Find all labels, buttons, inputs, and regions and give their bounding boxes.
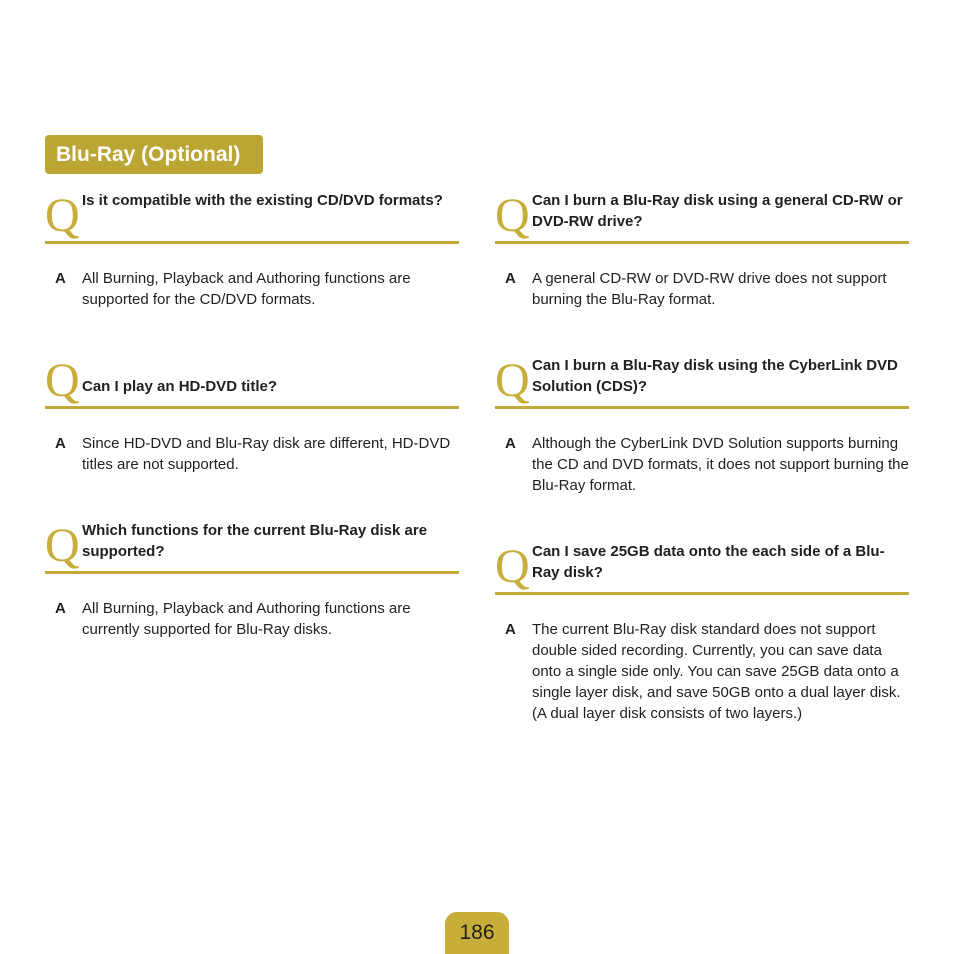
a-mark: A xyxy=(505,270,516,287)
qa-item xyxy=(45,355,459,475)
answer-text: All Burning, Playback and Authoring functions are currently supported for Blu-Ray disks. xyxy=(82,600,411,638)
page-number: 186 xyxy=(445,912,509,954)
question-text: Is it compatible with the existing CD/DVD formats? xyxy=(82,192,443,209)
a-mark: A xyxy=(55,270,66,287)
answer-row xyxy=(495,433,909,496)
section-title: Blu-Ray (Optional) xyxy=(45,135,263,174)
qa-item xyxy=(495,355,909,496)
answer-text: A general CD-RW or DVD-RW drive does not support burning the Blu-Ray format. xyxy=(532,270,887,308)
answer-text: Since HD-DVD and Blu-Ray disk are different, HD-DVD titles are not supported. xyxy=(82,435,451,473)
answer-text: Although the CyberLink DVD Solution supports burning the CD and DVD formats, it does not support burning the Blu-Ray format. xyxy=(532,435,909,494)
answer-row xyxy=(45,433,459,475)
q-mark: Q xyxy=(495,189,530,242)
q-mark: Q xyxy=(45,519,80,572)
question-row xyxy=(495,541,909,595)
answer-text: All Burning, Playback and Authoring functions are supported for the CD/DVD formats. xyxy=(82,270,411,308)
question-row xyxy=(45,190,459,244)
qa-item xyxy=(495,541,909,724)
question-text: Can I burn a Blu-Ray disk using a general CD-RW or DVD-RW drive? xyxy=(532,192,903,230)
qa-item xyxy=(45,190,459,310)
question-text: Can I burn a Blu-Ray disk using the CyberLink DVD Solution (CDS)? xyxy=(532,357,898,395)
a-mark: A xyxy=(55,600,66,617)
question-text: Which functions for the current Blu-Ray disk are supported? xyxy=(82,522,428,560)
q-mark: Q xyxy=(495,354,530,407)
question-row xyxy=(45,520,459,574)
question-row xyxy=(495,190,909,244)
q-mark: Q xyxy=(45,354,80,407)
answer-row xyxy=(45,268,459,310)
question-text: Can I save 25GB data onto the each side of a Blu-Ray disk? xyxy=(532,543,885,581)
a-mark: A xyxy=(505,435,516,452)
q-mark: Q xyxy=(45,189,80,242)
answer-row xyxy=(45,598,459,640)
a-mark: A xyxy=(505,621,516,638)
question-text: Can I play an HD-DVD title? xyxy=(82,378,278,395)
qa-item xyxy=(45,520,459,640)
a-mark: A xyxy=(55,435,66,452)
qa-item xyxy=(495,190,909,310)
question-row xyxy=(495,355,909,409)
answer-row xyxy=(495,268,909,310)
answer-row xyxy=(495,619,909,724)
question-row xyxy=(45,355,459,409)
q-mark: Q xyxy=(495,540,530,593)
answer-text: The current Blu-Ray disk standard does not support double sided recording. Currently, you can save data onto a single side only. You can save 25GB data onto a single layer disk, and save 50GB onto a dual layer disk. (A dual layer disk consists of two layers.) xyxy=(532,621,901,722)
